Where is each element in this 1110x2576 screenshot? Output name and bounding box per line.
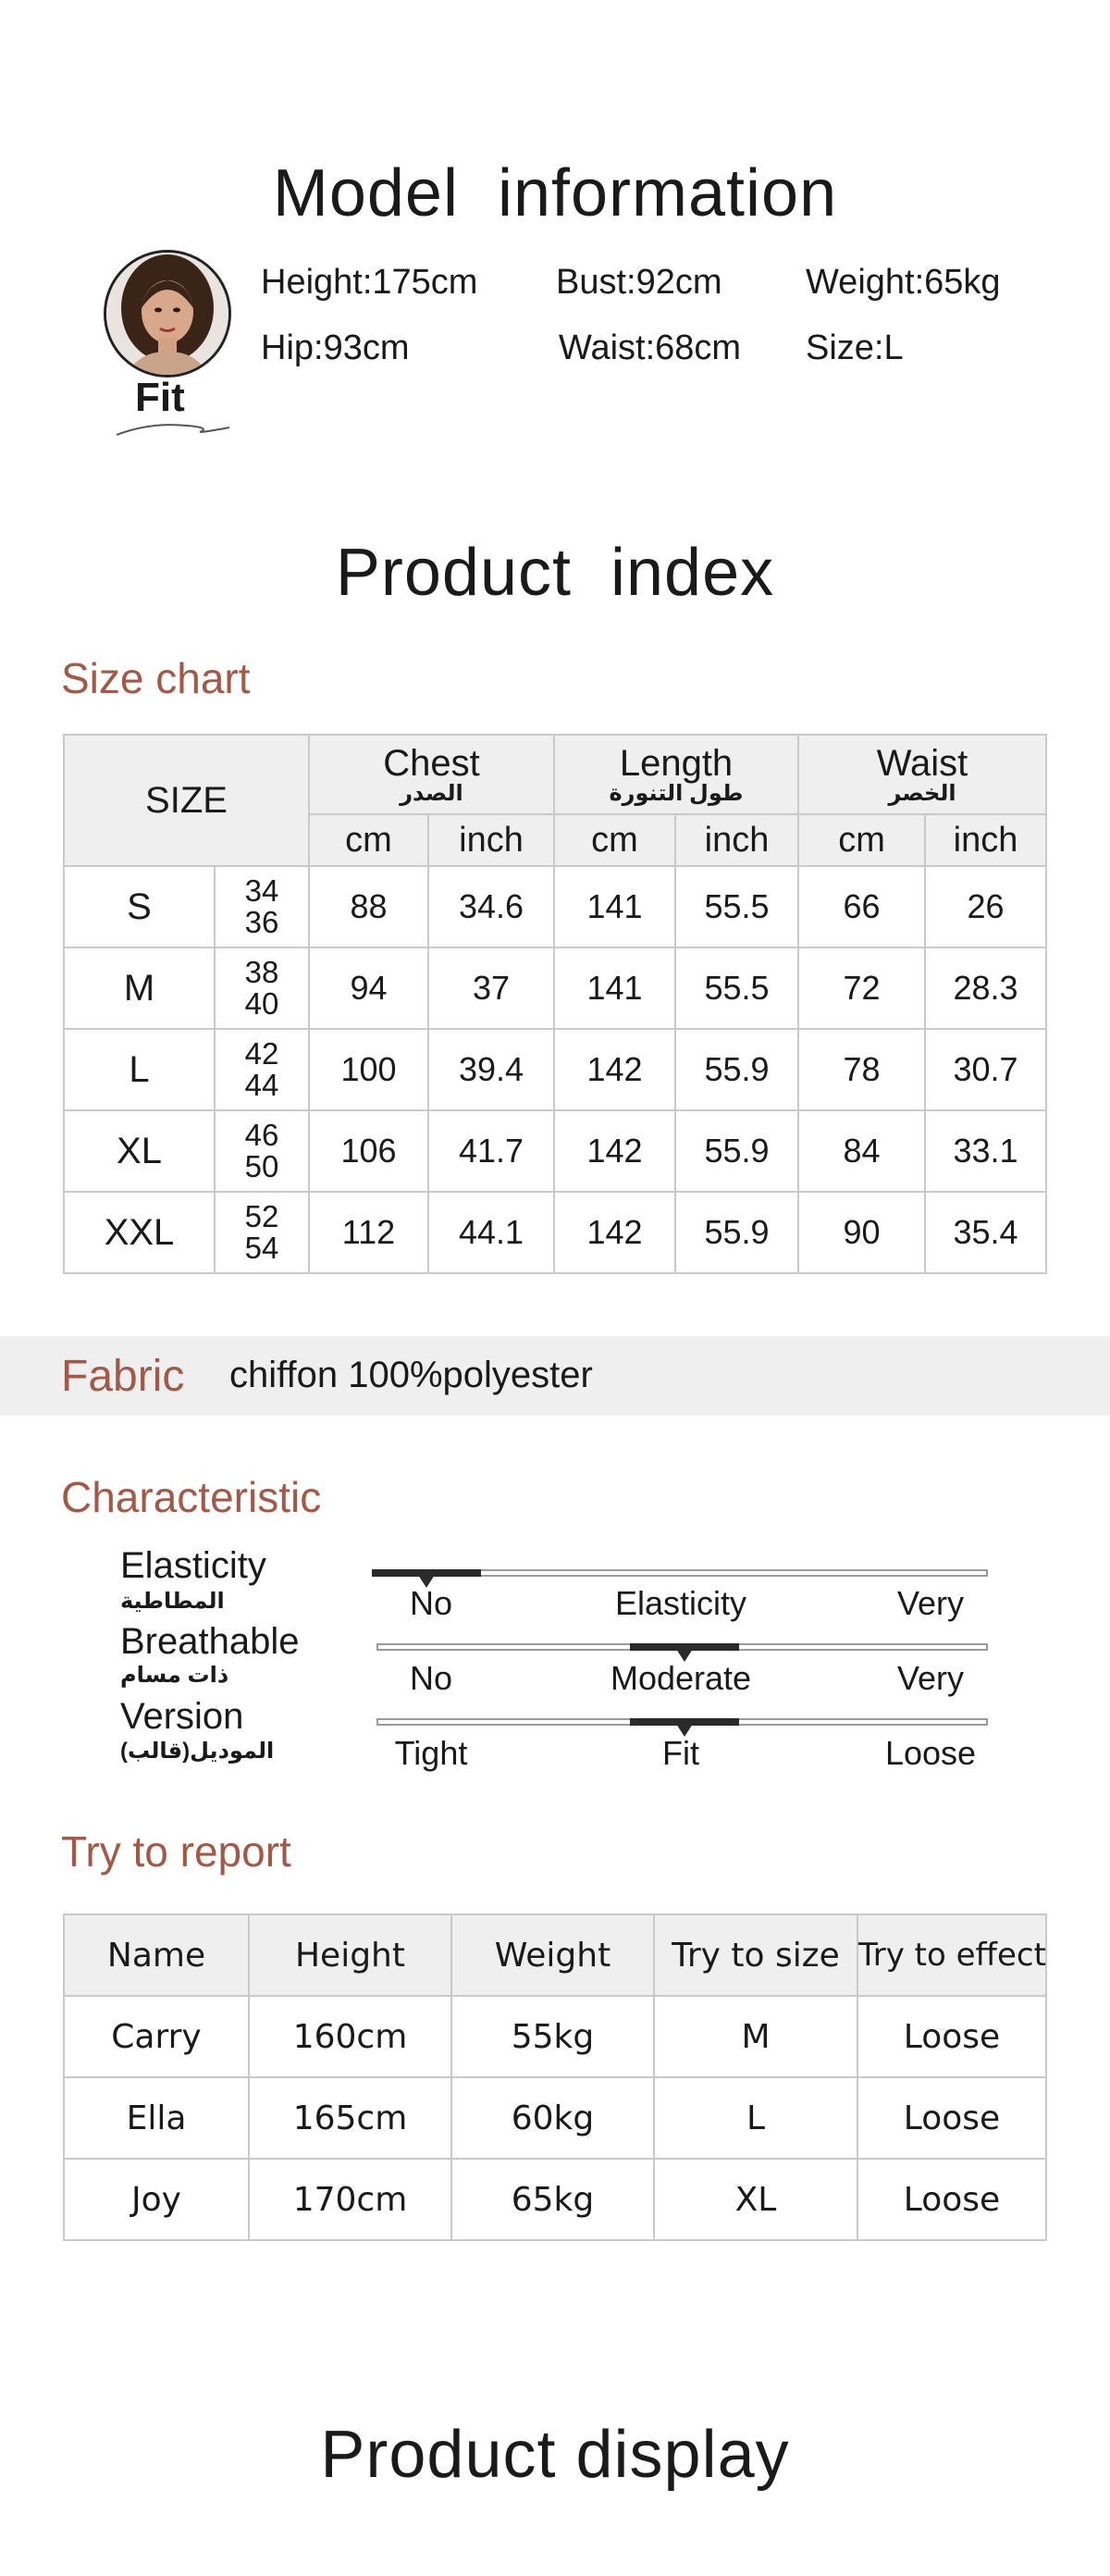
model-height: Height:175cm <box>261 263 478 302</box>
report-cell: Loose <box>857 2159 1046 2240</box>
report-header: Height <box>249 1914 451 1996</box>
eu-size-bottom: 54 <box>244 1231 279 1265</box>
size-value-cell: 88 <box>309 866 428 947</box>
size-value-cell: 37 <box>428 947 554 1029</box>
size-value-cell: 28.3 <box>925 947 1046 1029</box>
group-header-waist: Waist الخصر <box>798 735 1046 814</box>
size-value-cell: 142 <box>554 1192 675 1273</box>
eu-size-cell <box>215 1110 309 1192</box>
report-header: Try to size <box>654 1914 857 1996</box>
report-cell: 55kg <box>451 1996 654 2077</box>
eu-size-bottom: 40 <box>244 986 279 1021</box>
scale-label-low: No <box>409 1659 453 1697</box>
size-row <box>64 1029 1046 1110</box>
scale-label-high: Very <box>896 1584 965 1622</box>
size-value-cell: 35.4 <box>925 1192 1046 1273</box>
eu-size-cell <box>215 866 309 947</box>
unit-header: inch <box>675 814 798 866</box>
characteristic-name-breathable: Breathable <box>120 1621 300 1662</box>
size-value-cell: 26 <box>925 866 1046 947</box>
scale-track-breathable <box>376 1643 988 1651</box>
size-chart-table <box>63 734 1047 1274</box>
eu-size-cell <box>215 1029 309 1110</box>
size-value-cell: 90 <box>798 1192 925 1273</box>
scale-label-high: Loose <box>884 1734 977 1772</box>
model-avatar <box>104 250 231 378</box>
size-value-cell: 66 <box>798 866 925 947</box>
report-cell: Carry <box>64 1996 249 2077</box>
report-header: Try to effect <box>857 1914 1046 1996</box>
report-cell: M <box>654 1996 857 2077</box>
size-value-cell: 142 <box>554 1110 675 1192</box>
size-label: S <box>64 866 215 947</box>
eu-size-top: 46 <box>244 1118 279 1152</box>
model-size: Size:L <box>806 328 904 367</box>
size-row <box>64 1110 1046 1192</box>
report-cell: L <box>654 2077 857 2159</box>
report-row <box>64 2159 1046 2240</box>
size-value-cell: 141 <box>554 947 675 1029</box>
size-value-cell: 55.5 <box>675 866 798 947</box>
size-header: SIZE <box>64 735 309 866</box>
model-weight: Weight:65kg <box>806 263 1001 302</box>
report-cell: XL <box>654 2159 857 2240</box>
size-value-cell: 106 <box>309 1110 428 1192</box>
size-label: XXL <box>64 1192 215 1273</box>
characteristic-name-version: Version <box>120 1696 244 1737</box>
group-header-length: Length طول التنورة <box>554 735 798 814</box>
size-value-cell: 112 <box>309 1192 428 1273</box>
eu-size-bottom: 50 <box>244 1149 279 1183</box>
size-value-cell: 39.4 <box>428 1029 554 1110</box>
scale-label-low: Tight <box>394 1734 468 1772</box>
size-value-cell: 30.7 <box>925 1029 1046 1110</box>
report-cell: 165cm <box>249 2077 451 2159</box>
size-value-cell: 72 <box>798 947 925 1029</box>
scale-track-version <box>376 1718 988 1726</box>
size-value-cell: 44.1 <box>428 1192 554 1273</box>
product-index-title: Product index <box>335 536 775 610</box>
try-report-title: Try to report <box>61 1827 291 1876</box>
report-cell: 160cm <box>249 1996 451 2077</box>
size-value-cell: 142 <box>554 1029 675 1110</box>
size-value-cell: 78 <box>798 1029 925 1110</box>
size-value-cell: 34.6 <box>428 866 554 947</box>
unit-header: inch <box>428 814 554 866</box>
fabric-value: chiffon 100%polyester <box>229 1355 593 1395</box>
eu-size-top: 38 <box>244 955 279 989</box>
unit-header: cm <box>798 814 925 866</box>
model-hip: Hip:93cm <box>261 328 410 367</box>
report-cell: Joy <box>64 2159 249 2240</box>
size-row <box>64 947 1046 1029</box>
unit-header: cm <box>554 814 675 866</box>
characteristic-arabic-version: الموديل(قالب) <box>120 1739 275 1764</box>
size-value-cell: 94 <box>309 947 428 1029</box>
unit-header: inch <box>925 814 1046 866</box>
model-bust: Bust:92cm <box>556 263 722 302</box>
size-value-cell: 84 <box>798 1110 925 1192</box>
scale-label-low: No <box>409 1584 453 1622</box>
eu-size-top: 52 <box>244 1199 279 1233</box>
size-label: XL <box>64 1110 215 1192</box>
report-cell: 65kg <box>451 2159 654 2240</box>
product-display-title: Product display <box>320 2418 790 2492</box>
eu-size-cell <box>215 1192 309 1273</box>
size-label: L <box>64 1029 215 1110</box>
group-header-chest: Chest الصدر <box>309 735 554 814</box>
eu-size-top: 42 <box>244 1036 279 1071</box>
eu-size-bottom: 44 <box>244 1068 279 1102</box>
scale-label-mid: Moderate <box>610 1659 752 1697</box>
characteristic-title: Characteristic <box>61 1473 322 1521</box>
size-chart-title: Size chart <box>61 654 251 702</box>
fit-label: Fit <box>135 375 185 420</box>
report-row <box>64 1996 1046 2077</box>
eu-size-top: 34 <box>244 873 279 908</box>
size-row <box>64 866 1046 947</box>
report-cell: Ella <box>64 2077 249 2159</box>
eu-size-cell <box>215 947 309 1029</box>
scale-label-high: Very <box>896 1659 965 1697</box>
size-value-cell: 141 <box>554 866 675 947</box>
characteristic-name-elasticity: Elasticity <box>120 1545 266 1586</box>
eu-size-bottom: 36 <box>244 905 279 939</box>
model-waist: Waist:68cm <box>559 328 742 367</box>
size-row <box>64 1192 1046 1273</box>
try-report-table <box>63 1913 1047 2241</box>
report-header: Name <box>64 1914 249 1996</box>
report-cell: Loose <box>857 1996 1046 2077</box>
report-row <box>64 2077 1046 2159</box>
report-cell: 60kg <box>451 2077 654 2159</box>
characteristic-arabic-breathable: ذات مسام <box>120 1663 229 1688</box>
scale-track-elasticity <box>376 1569 988 1577</box>
report-cell: 170cm <box>249 2159 451 2240</box>
size-value-cell: 100 <box>309 1029 428 1110</box>
fit-signature-swash <box>113 416 233 440</box>
characteristic-arabic-elasticity: المطاطية <box>120 1589 225 1614</box>
scale-label-mid: Fit <box>662 1734 699 1772</box>
size-value-cell: 55.9 <box>675 1029 798 1110</box>
size-value-cell: 33.1 <box>925 1110 1046 1192</box>
report-header: Weight <box>451 1914 654 1996</box>
size-value-cell: 55.5 <box>675 947 798 1029</box>
size-value-cell: 41.7 <box>428 1110 554 1192</box>
size-value-cell: 55.9 <box>675 1110 798 1192</box>
model-info-title: Model information <box>272 156 838 230</box>
fabric-label: Fabric <box>61 1352 185 1401</box>
size-label: M <box>64 947 215 1029</box>
size-value-cell: 55.9 <box>675 1192 798 1273</box>
report-cell: Loose <box>857 2077 1046 2159</box>
unit-header: cm <box>309 814 428 866</box>
scale-label-mid: Elasticity <box>614 1584 747 1622</box>
